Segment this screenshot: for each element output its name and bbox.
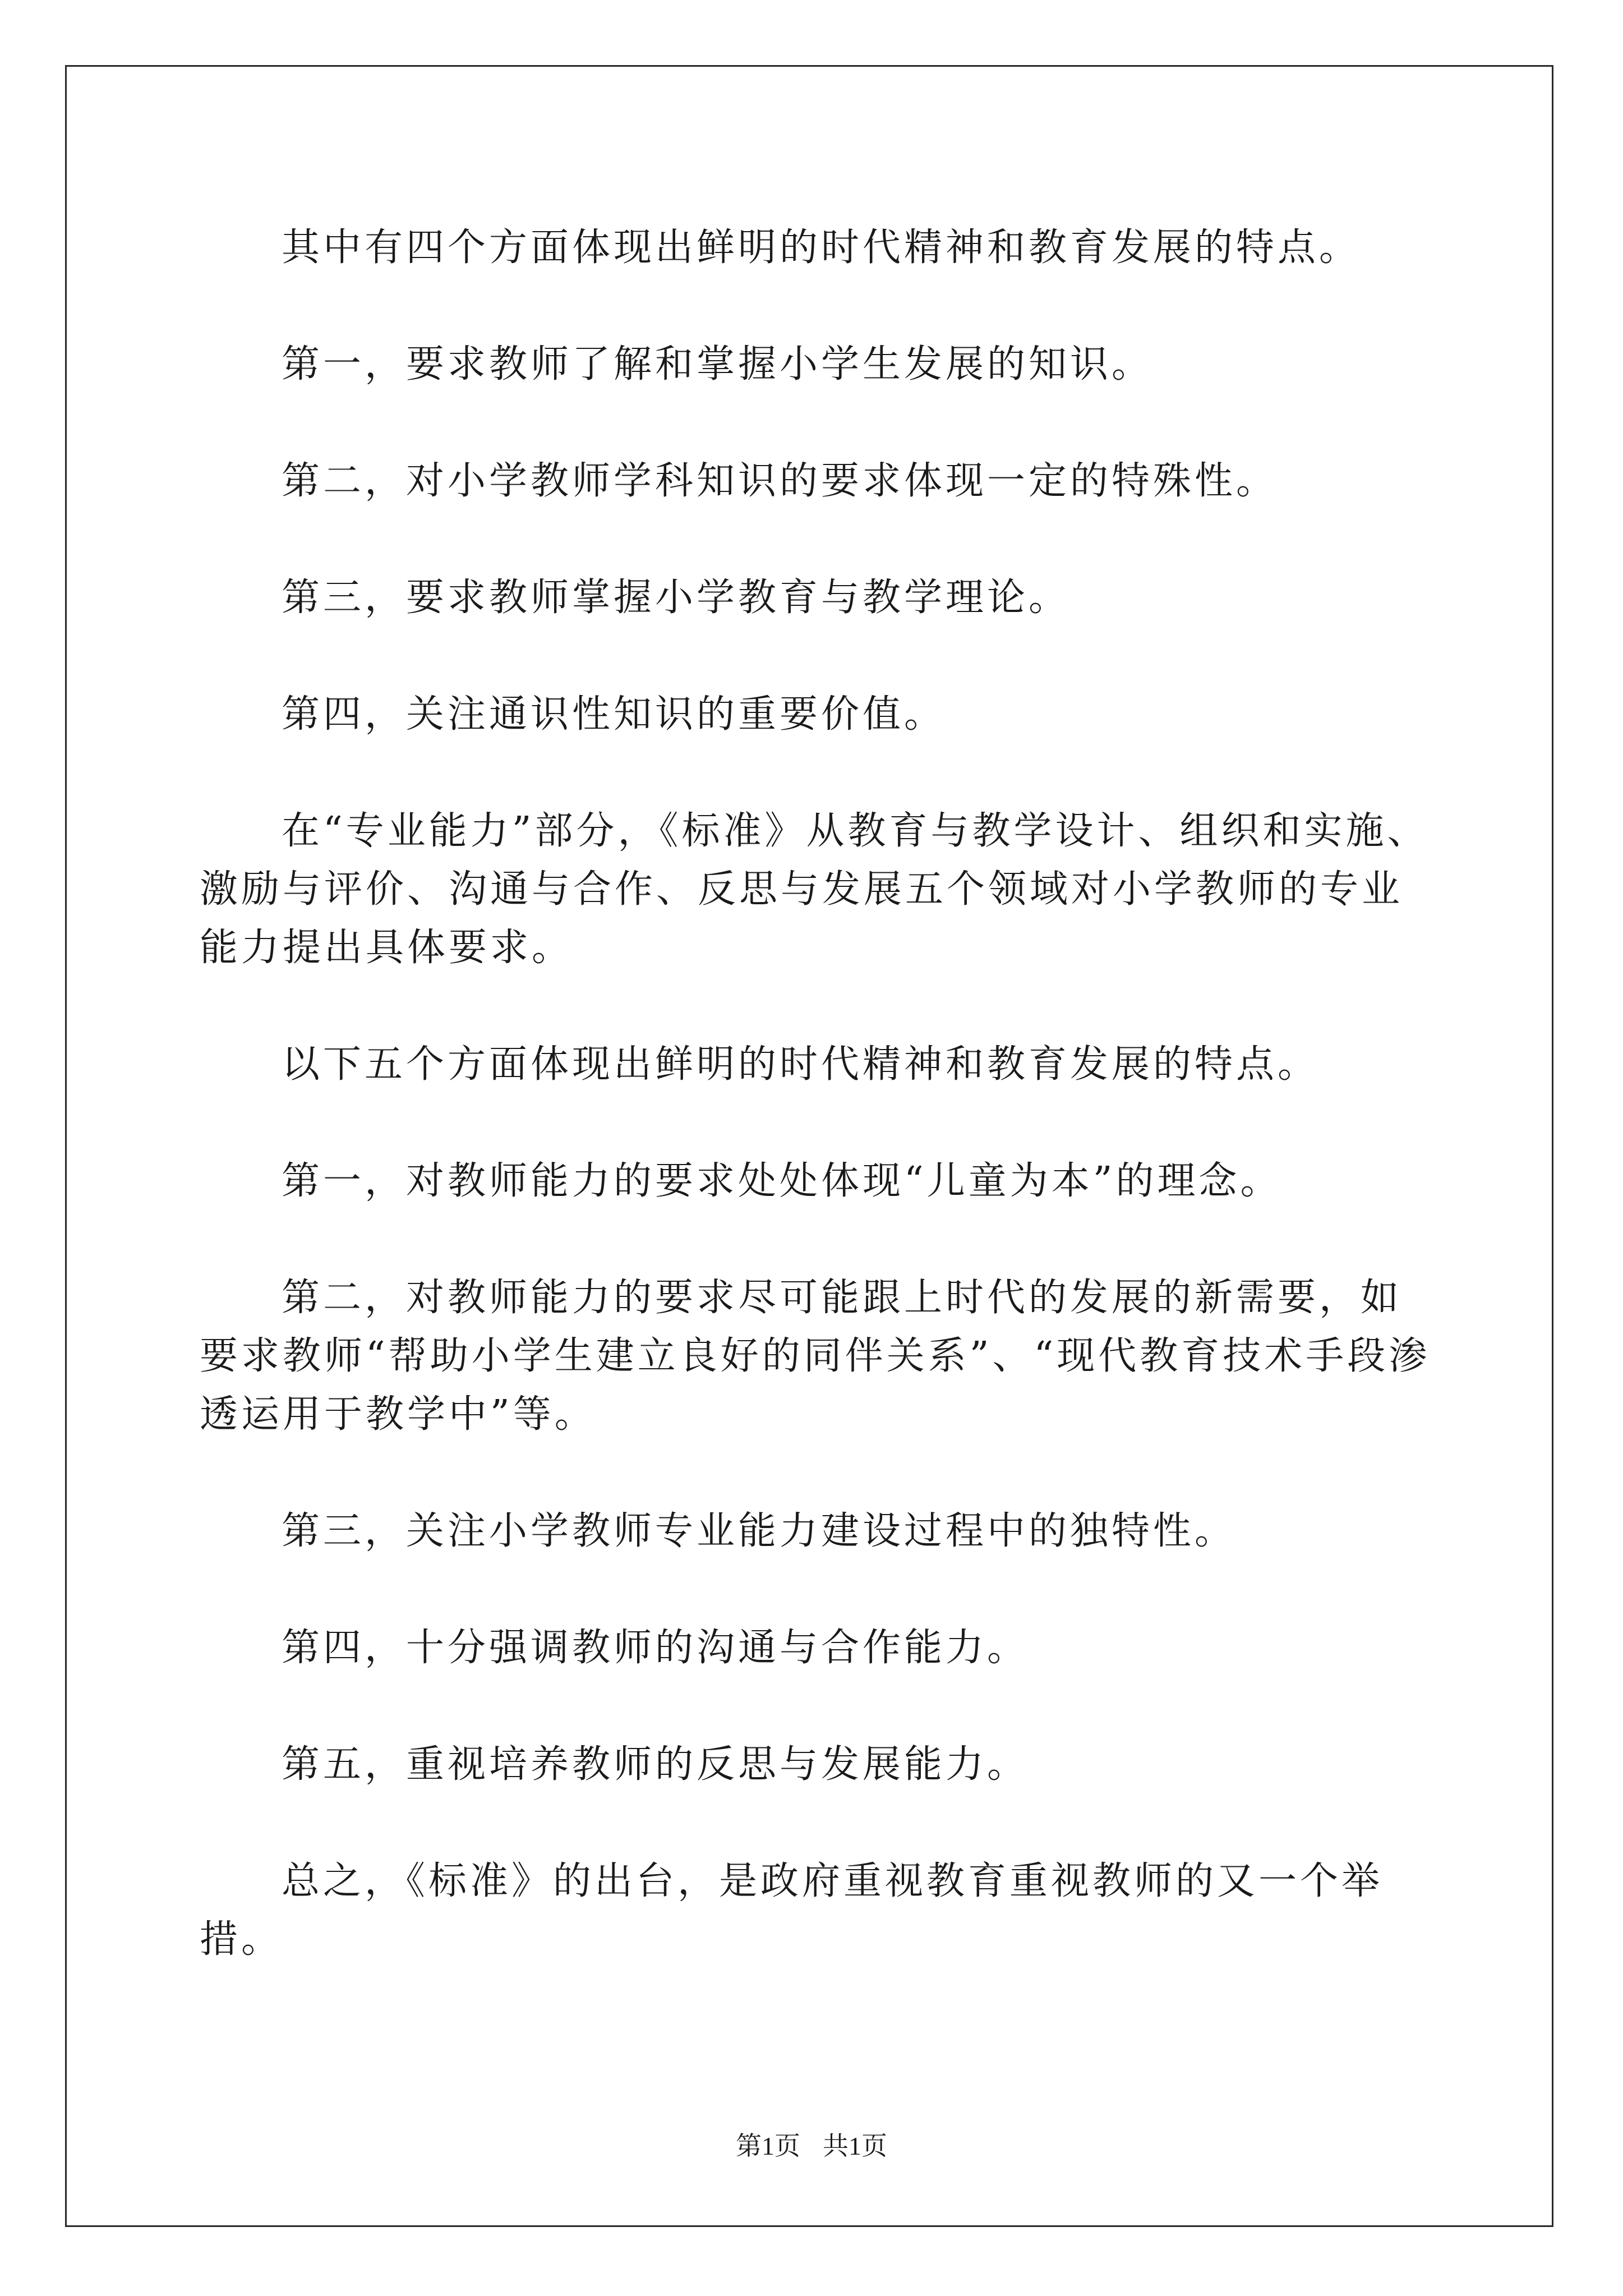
paragraph: 总之，《标准》的出台，是政府重视教育重视教师的又一个举措。	[200, 1859, 1384, 1962]
page-number: 第1页	[736, 2132, 800, 2160]
page-footer	[0, 2129, 1623, 2163]
paragraph: 第一，要求教师了解和掌握小学生发展的知识。	[282, 342, 1154, 386]
paragraph: 在“专业能力”部分，《标准》从教育与教学设计、组织和实施、激励与评价、沟通与合作、反思与发展五个领域对小学教师的专业能力提出具体要求。	[200, 809, 1429, 970]
paragraph: 以下五个方面体现出鲜明的时代精神和教育发展的特点。	[282, 1042, 1320, 1087]
paragraph: 第一，对教师能力的要求处处体现“儿童为本”的理念。	[282, 1159, 1282, 1203]
paragraph: 第五，重视培养教师的反思与发展能力。	[282, 1742, 1029, 1787]
paragraph: 第三，关注小学教师专业能力建设过程中的独特性。	[282, 1509, 1237, 1553]
page-total: 共1页	[823, 2132, 887, 2160]
paragraph: 第四，十分强调教师的沟通与合作能力。	[282, 1626, 1029, 1670]
document-body	[200, 219, 1433, 2027]
paragraph: 第三，要求教师掌握小学教育与教学理论。	[282, 576, 1071, 620]
paragraph: 第二，对教师能力的要求尽可能跟上时代的发展的新需要，如要求教师“帮助小学生建立良好的同伴关系”、“现代教育技术手段渗透运用于教学中”等。	[200, 1276, 1431, 1437]
paragraph: 第四，关注通识性知识的重要价值。	[282, 692, 946, 737]
paragraph: 第二，对小学教师学科知识的要求体现一定的特殊性。	[282, 459, 1278, 503]
paragraph: 其中有四个方面体现出鲜明的时代精神和教育发展的特点。	[282, 226, 1361, 270]
